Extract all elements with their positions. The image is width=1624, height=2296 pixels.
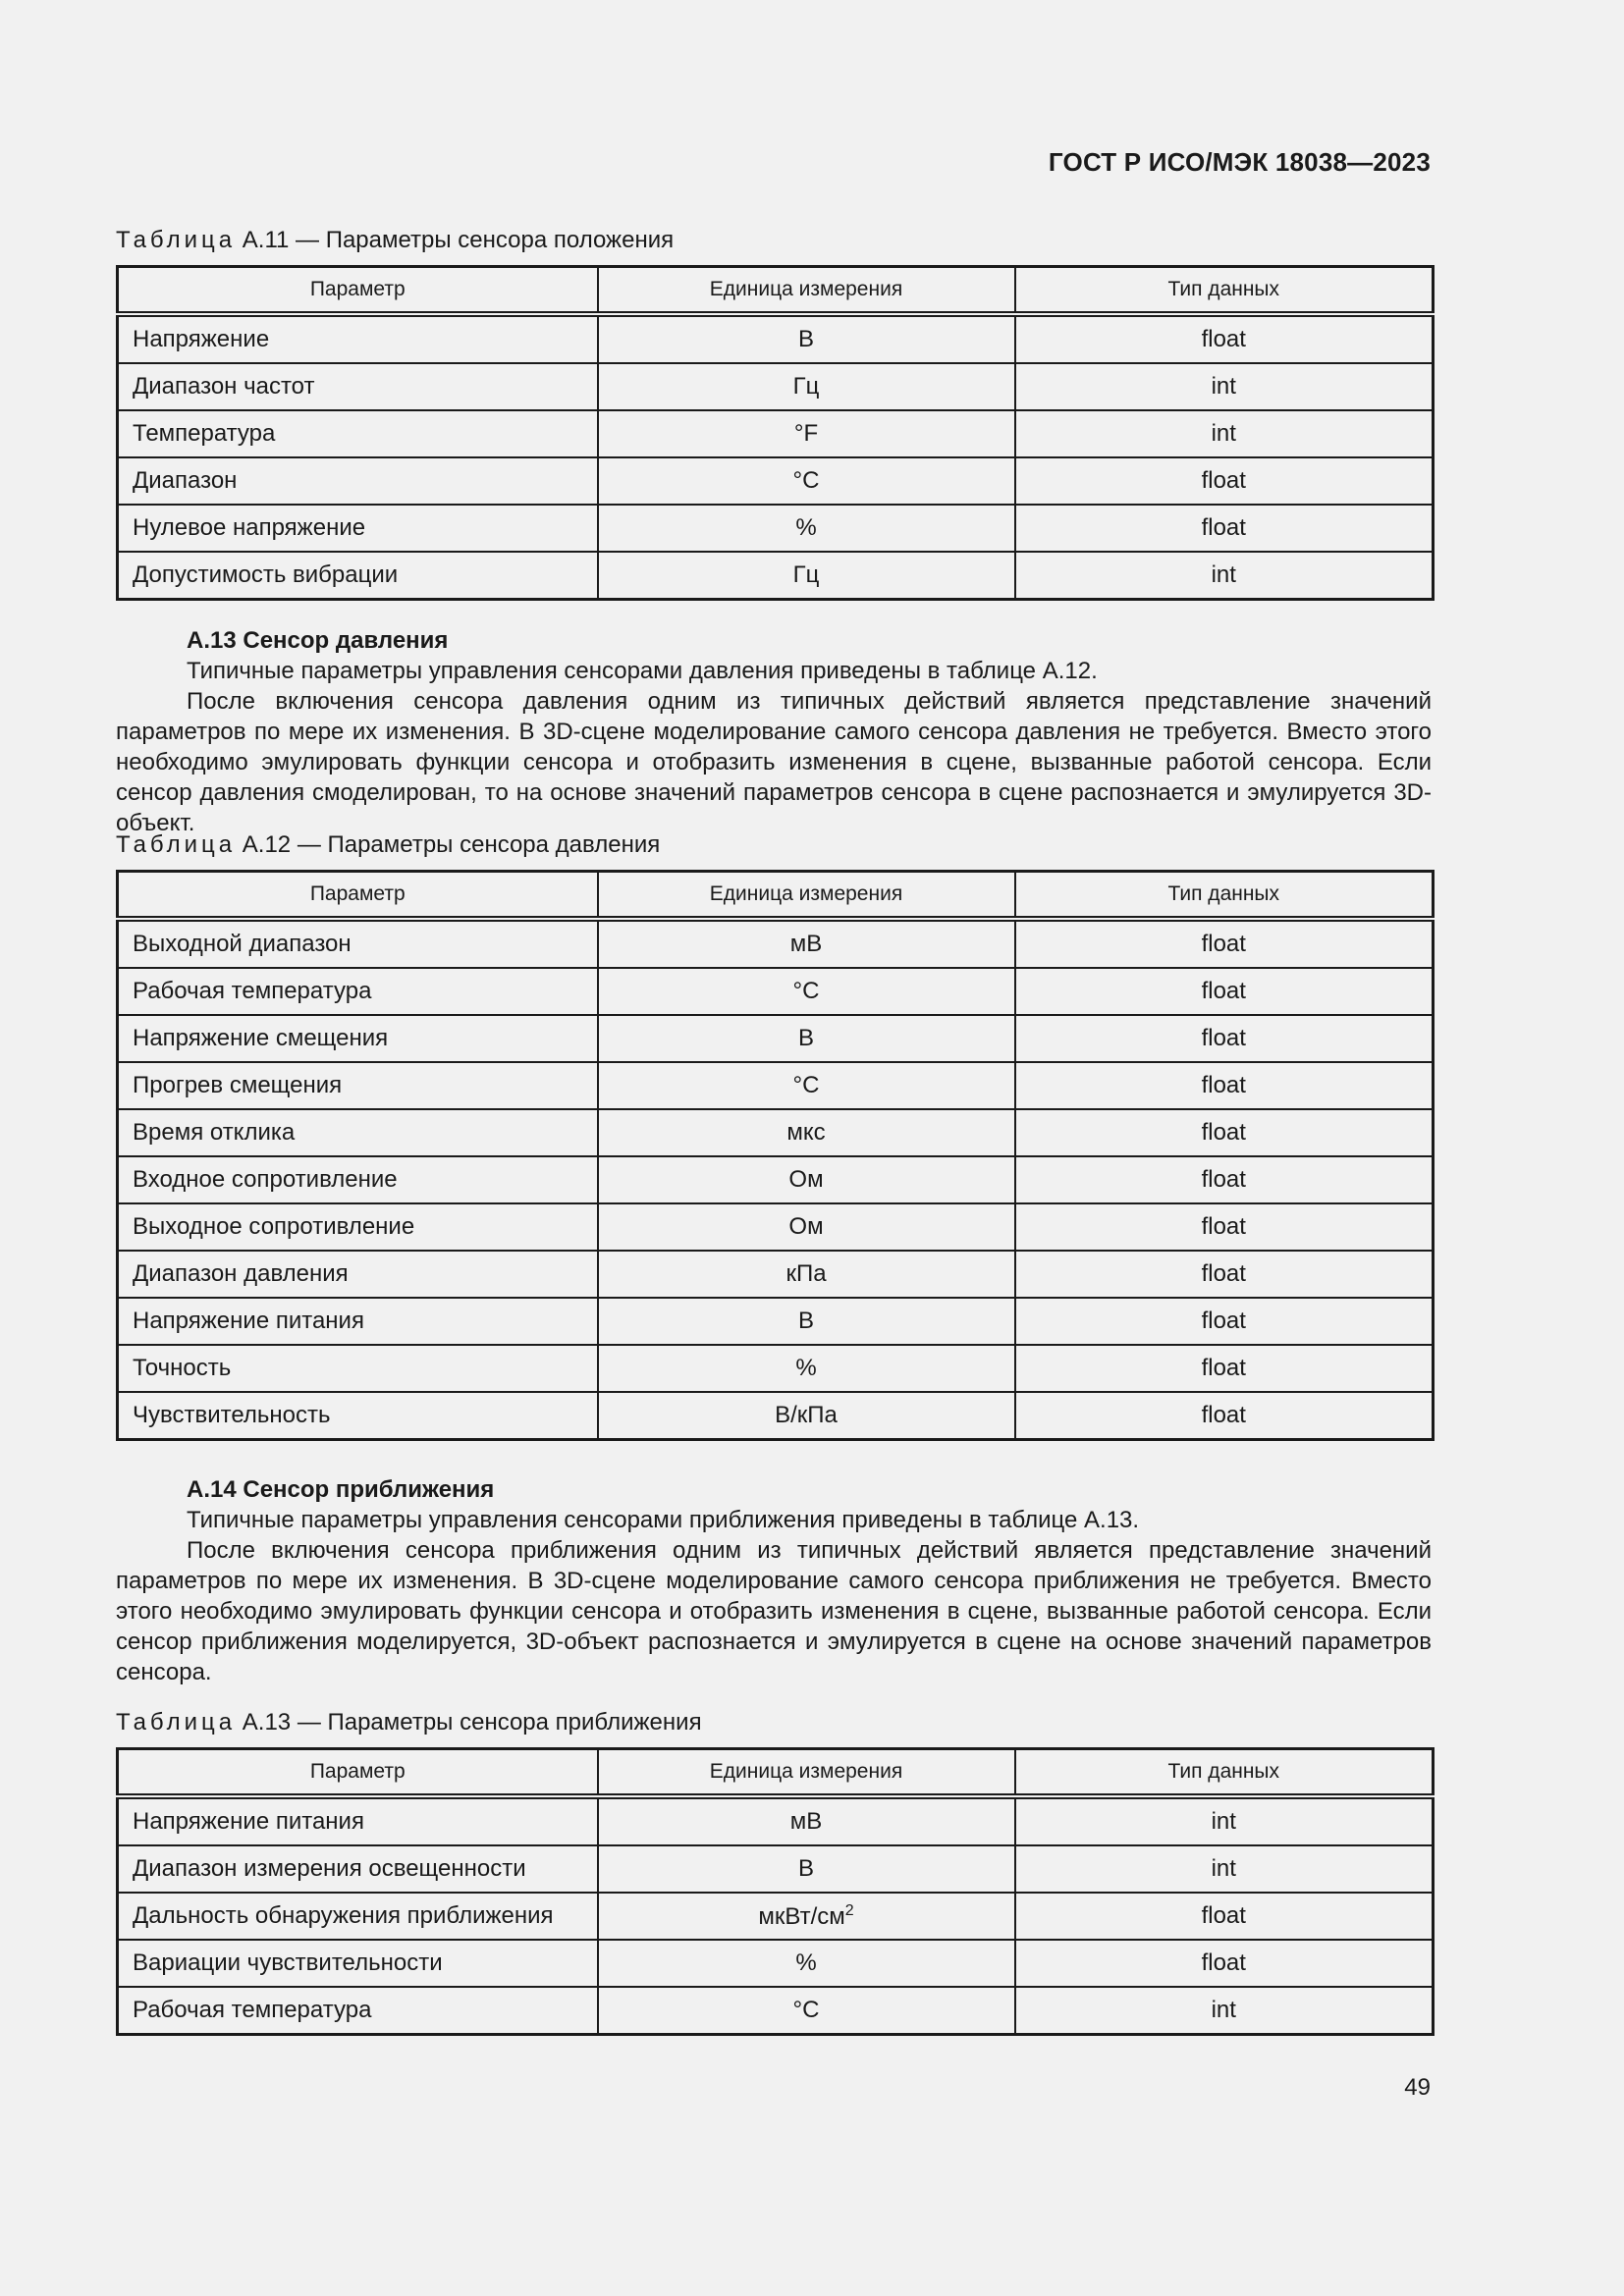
- table-cell: Гц: [598, 363, 1015, 410]
- table-cell: Температура: [118, 410, 598, 457]
- paragraph: Типичные параметры управления сенсорами давления приведены в таблице А.12.: [187, 658, 1098, 684]
- table-a13: [116, 1747, 1435, 2036]
- table-cell: float: [1015, 505, 1434, 552]
- table-row: [118, 1893, 1434, 1940]
- table-cell: float: [1015, 457, 1434, 505]
- table-row: [118, 1251, 1434, 1298]
- table-cell: В: [598, 1845, 1015, 1893]
- table-cell: float: [1015, 1298, 1434, 1345]
- column-header: Параметр: [118, 1749, 598, 1797]
- table-cell: int: [1015, 1796, 1434, 1845]
- table-label: Таблица: [116, 227, 237, 253]
- header-row: [118, 872, 1434, 920]
- table-row: [118, 1987, 1434, 2035]
- table-row: [118, 505, 1434, 552]
- section-heading: А.14 Сенсор приближения: [187, 1476, 495, 1503]
- table-a12-caption: [116, 830, 1432, 860]
- table-label: Таблица: [116, 831, 237, 858]
- table-cell: Напряжение: [118, 314, 598, 363]
- paragraph: Типичные параметры управления сенсорами приближения приведены в таблице А.13.: [187, 1507, 1140, 1533]
- table-row: [118, 363, 1434, 410]
- table-row: [118, 1062, 1434, 1109]
- table-cell: Напряжение смещения: [118, 1015, 598, 1062]
- table-cell: °C: [598, 1062, 1015, 1109]
- table-a11: [116, 265, 1435, 601]
- table-row: [118, 457, 1434, 505]
- paragraph: После включения сенсора давления одним из типичных действий является представление значений параметров по мере их изменения. В 3D-сцене моделирование самого сенсора давления не требуется. Вместо этого необходимо эмулировать функции сенсора и отобразить изменения в сцене, вызванные работой сенсора. Если сенсор давления смоделирован, то на основе значений параметров сенсора в сцене распознается и эмулируется 3D-объект.: [116, 688, 1432, 836]
- table-cell: float: [1015, 314, 1434, 363]
- section-a13: [116, 625, 1432, 838]
- table-cell: float: [1015, 1203, 1434, 1251]
- table-cell: мВ: [598, 919, 1015, 968]
- paragraph: После включения сенсора приближения одним из типичных действий является представление значений параметров по мере их изменения. В 3D-сцене моделирование самого сенсора приближения не требуется. Вместо этого необходимо эмулировать функции сенсора и отобразить изменения в сцене, вызванные работой сенсора. Если сенсор приближения моделируется, 3D-объект распознается и эмулируется в сцене на основе значений параметров сенсора.: [116, 1537, 1432, 1685]
- table-cell: °C: [598, 457, 1015, 505]
- table-label: Таблица: [116, 1709, 237, 1735]
- table-cell: %: [598, 1345, 1015, 1392]
- table-row: [118, 1392, 1434, 1440]
- column-header: Тип данных: [1015, 872, 1434, 920]
- table-cell: Выходное сопротивление: [118, 1203, 598, 1251]
- table-cell: Прогрев смещения: [118, 1062, 598, 1109]
- table-cell: int: [1015, 363, 1434, 410]
- table-cell: float: [1015, 919, 1434, 968]
- table-row: [118, 1109, 1434, 1156]
- table-cell: Гц: [598, 552, 1015, 600]
- table-cell: Напряжение питания: [118, 1298, 598, 1345]
- unit-text: мкВт/см: [758, 1902, 845, 1930]
- table-cell: float: [1015, 1062, 1434, 1109]
- section-a14: [116, 1474, 1432, 1687]
- column-header: Единица измерения: [598, 1749, 1015, 1797]
- table-cell: float: [1015, 968, 1434, 1015]
- column-header: Параметр: [118, 872, 598, 920]
- table-row: [118, 919, 1434, 968]
- table-cell: В: [598, 1015, 1015, 1062]
- table-cell: [598, 1893, 1015, 1940]
- table-cell: Диапазон давления: [118, 1251, 598, 1298]
- table-cell: Диапазон частот: [118, 363, 598, 410]
- table-cell: мкс: [598, 1109, 1015, 1156]
- table-row: [118, 1940, 1434, 1987]
- caption-text: А.11 — Параметры сенсора положения: [242, 227, 675, 253]
- column-header: Единица измерения: [598, 267, 1015, 315]
- table-cell: В: [598, 314, 1015, 363]
- table-row: [118, 314, 1434, 363]
- table-cell: Рабочая температура: [118, 1987, 598, 2035]
- table-cell: Дальность обнаружения приближения: [118, 1893, 598, 1940]
- table-cell: Ом: [598, 1156, 1015, 1203]
- table-row: [118, 1203, 1434, 1251]
- column-header: Тип данных: [1015, 267, 1434, 315]
- table-cell: float: [1015, 1893, 1434, 1940]
- table-a12: [116, 870, 1435, 1441]
- table-cell: °F: [598, 410, 1015, 457]
- table-row: [118, 968, 1434, 1015]
- table-cell: Точность: [118, 1345, 598, 1392]
- table-cell: Рабочая температура: [118, 968, 598, 1015]
- table-cell: Диапазон измерения освещенности: [118, 1845, 598, 1893]
- caption-text: А.12 — Параметры сенсора давления: [242, 831, 661, 858]
- table-a12-block: [116, 830, 1432, 1441]
- table-cell: Нулевое напряжение: [118, 505, 598, 552]
- table-a11-block: [116, 226, 1432, 601]
- table-cell: Диапазон: [118, 457, 598, 505]
- unit-superscript: 2: [844, 1901, 854, 1919]
- table-cell: В: [598, 1298, 1015, 1345]
- table-cell: %: [598, 505, 1015, 552]
- table-cell: Чувствительность: [118, 1392, 598, 1440]
- column-header: Единица измерения: [598, 872, 1015, 920]
- table-cell: Ом: [598, 1203, 1015, 1251]
- table-a11-caption: [116, 226, 1432, 255]
- table-a13-block: [116, 1708, 1432, 2036]
- table-cell: °C: [598, 1987, 1015, 2035]
- table-row: [118, 1345, 1434, 1392]
- table-cell: float: [1015, 1940, 1434, 1987]
- table-cell: Время отклика: [118, 1109, 598, 1156]
- document-header: ГОСТ Р ИСО/МЭК 18038—2023: [1048, 147, 1431, 177]
- table-row: [118, 410, 1434, 457]
- table-cell: Вариации чувствительности: [118, 1940, 598, 1987]
- table-a13-caption: [116, 1708, 1432, 1737]
- table-row: [118, 1015, 1434, 1062]
- table-cell: %: [598, 1940, 1015, 1987]
- column-header: Параметр: [118, 267, 598, 315]
- header-row: [118, 1749, 1434, 1797]
- table-row: [118, 1298, 1434, 1345]
- table-cell: Входное сопротивление: [118, 1156, 598, 1203]
- table-cell: В/кПа: [598, 1392, 1015, 1440]
- header-row: [118, 267, 1434, 315]
- table-row: [118, 1156, 1434, 1203]
- column-header: Тип данных: [1015, 1749, 1434, 1797]
- table-cell: int: [1015, 552, 1434, 600]
- page-number: 49: [1404, 2074, 1431, 2101]
- table-row: [118, 552, 1434, 600]
- table-cell: int: [1015, 1987, 1434, 2035]
- table-cell: Допустимость вибрации: [118, 552, 598, 600]
- table-cell: кПа: [598, 1251, 1015, 1298]
- table-cell: int: [1015, 1845, 1434, 1893]
- table-cell: float: [1015, 1109, 1434, 1156]
- table-cell: °C: [598, 968, 1015, 1015]
- table-cell: float: [1015, 1251, 1434, 1298]
- caption-text: А.13 — Параметры сенсора приближения: [242, 1709, 702, 1735]
- table-cell: int: [1015, 410, 1434, 457]
- table-cell: float: [1015, 1156, 1434, 1203]
- table-cell: Напряжение питания: [118, 1796, 598, 1845]
- table-cell: float: [1015, 1392, 1434, 1440]
- section-heading: А.13 Сенсор давления: [187, 627, 449, 654]
- table-row: [118, 1845, 1434, 1893]
- table-cell: float: [1015, 1345, 1434, 1392]
- table-row: [118, 1796, 1434, 1845]
- table-cell: float: [1015, 1015, 1434, 1062]
- table-cell: Выходной диапазон: [118, 919, 598, 968]
- table-cell: мВ: [598, 1796, 1015, 1845]
